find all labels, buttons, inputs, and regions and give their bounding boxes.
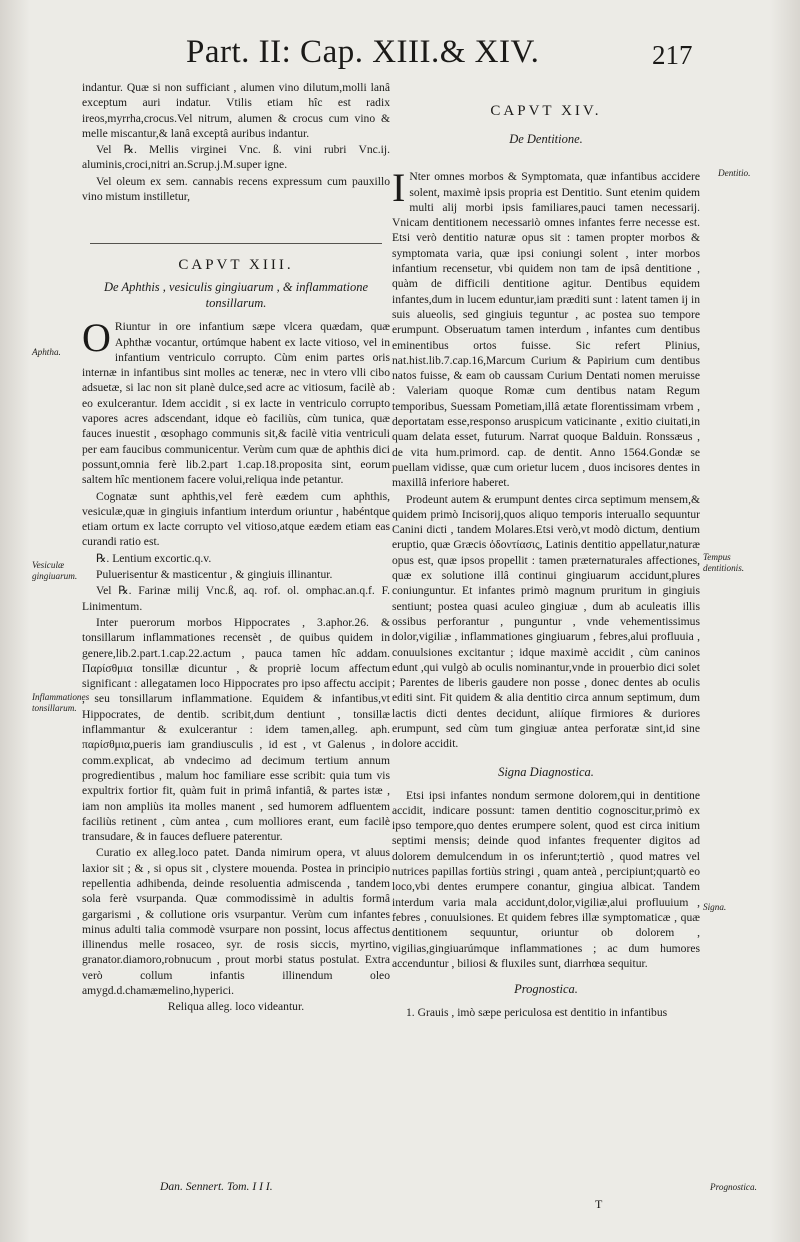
recipe-3: ℞. Lentium excortic.q.v.: [96, 551, 212, 565]
margin-note-aphtha: Aphtha.: [32, 347, 61, 357]
paragraph-signa: Etsi ipsi infantes nondum sermone dolorem,qui in dentitione accidit, indicare possunt: tamen dentitio cognoscitur,primò ex ipso tempore,quo dentes erumpere solent, quod est circa initium septimi mensis; deinde quod infantes frequenter digitos ad dolorem demulcendum in os inferunt;tertiò , quod matres vel nutrices papillas fortiùs stringi , quam anteà , percipiunt;quartò eo loco,vbi dentes erumpere conantur, gingiua albicat. Tandem interdum varia mala accidunt,dolor,vigiliæ,alui profluuium , febres , conuulsiones. Et quidem febres illæ symptomaticæ , quæ dentitionem sequuntur, oriuntur ob dolorem , vigilias,gingiuarúmque inflammationes ; ac dum humores accenduntur , biliosi & fluxiles sunt, diarrhœa sequitur.: [392, 788, 700, 970]
drop-cap-i: I: [392, 165, 406, 211]
paragraph-prognostica: 1. Grauis , imò sæpe periculosa est dentitio in infantibus: [406, 1006, 668, 1020]
reliqua-note: Reliqua alleg. loco videantur.: [167, 1000, 305, 1014]
recipe-4: Puluerisentur & masticentur , & gingiuis illinantur.: [96, 568, 333, 582]
left-column-main: [82, 258, 390, 1016]
section-divider: [90, 243, 382, 244]
signa-heading: Signa Diagnostica.: [498, 764, 594, 779]
paragraph-tonsillae: Inter puerorum morbos Hippocrates , 3.aphor.26. & tonsillarum inflammationes recensèt , de quibus quidem in genere,lib.2.part.1.cap.22.actum , pauca tamen hîc addam. Παρίσθμια tonsillæ dicuntur , & propriè locum affectum significant : allegatamen loco Hippocrates pro ipso affectu accipit , seu tonsillarum inflammatione. Equidem & infantibus,vt Hippocrates, de dentib. scribit,dum dentiunt , tonsillæ inflammantur & exulcerantur : idem tamen,alleg. aph. παρίσθμια,pueris iam grandiusculis , id est , vt Galenus , in comm.explicat, ab vndecimo ad decimum tertium annum progredientibus , malum hoc familiare esse scribit: quia tum vis expultrix fortior fit, quàm fuit in primâ infantiâ, & partes istæ , iam non ampliùs ita molles manent , sed humorem adfluentem faciliùs retinent , cùm antea , cum molliores erant, eum facilè transudare, & in fauces defluere paterentur.: [82, 615, 390, 844]
top-paragraph: indantur. Quæ si non sufficiant , alumen vino dilutum,molli lanâ exceptum auri indatur. Vtilis etiam hîc est radix ireos,myrrha,crocus.Vel nitrum, alumen & crocus cum vino & melle miscantur,& lanâ exceptâ auribus indantur.: [82, 81, 390, 140]
recipe-1: Vel ℞. Mellis virginei Vnc. ß. vini rubri Vnc.ij. aluminis,croci,nitri an.Scrup.j.M.super igne.: [82, 143, 390, 172]
paragraph-aphthae: O Riuntur in ore infantium sæpe vlcera quædam, quæ Aphthæ vocantur, ortúmque habent ex lacte vitioso, vel in infantium ventriculo corrupto. Cùm enim partes oris internæ in infantibus sint molles ac teneræ, nec in vtero vlli cibo adsuetæ, si lac non sit planè dulce,sed acre ac vitiosum, facilè ab eo exulcerantur. Idem accidit , si ex lacte in ventriculo corrupto vapores acres adscendant, idque eò faciliùs, cùm tunica, quæ fauces inuestit , œsophago communis sit,& facilè vitia ventriculi per eam faucibus communicentur. Verùm cum quæ de aphthis dici possunt,omnia ferè lib.2.part 1.cap.18.proposita sint, eorum saltem hîc mentionem facere volui,reliqua inde petantur.: [82, 315, 390, 487]
paragraph-vesiculae: Cognatæ sunt aphthis,vel ferè eædem cum aphthis, vesiculæ,quæ in gingiuis infantium interdum oriuntur , habéntque etiam ortum ex lacte corrupto vel vitioso,atque eædem etiam eas curandi ratio est.: [82, 489, 390, 549]
signature-mark: T: [595, 1197, 603, 1211]
chapter-heading-xiii: CAPVT XIII.: [178, 257, 294, 273]
chapter-subtitle-xiii: De Aphthis , vesiculis gingiuarum , & inflammatione tonsillarum.: [104, 280, 368, 311]
running-header: Part. II: Cap. XIII.& XIV.: [186, 34, 540, 70]
chapter-heading-xiv: CAPVT XIV.: [490, 103, 602, 119]
signature-footer: Dan. Sennert. Tom. I I I.: [160, 1180, 273, 1193]
recipe-2: Vel oleum ex sem. cannabis recens expressum cum pauxillo vino mistum instilletur,: [82, 174, 390, 204]
left-column-top: [82, 80, 390, 205]
margin-note-inflammationes: Inflammationes tonsillarum.: [32, 692, 90, 713]
margin-note-signa: Signa.: [703, 902, 727, 912]
margin-note-dentitio: Dentitio.: [718, 168, 751, 178]
paragraph-eruptio: Prodeunt autem & erumpunt dentes circa septimum mensem,& quidem primò Incisorij,quos aliquo temporis interuallo sequuntur Canini dicti , tandem Molares.Etsi verò,vt modò dictum, dentium eruptio, quæ Græcis ὀδοντίασις, Latinis dentitio appellatur,naturæ opus est, quæ ipsos propellit : tamen præternaturales affectiones, quæ ex solutione illâ continui gingiuarum accidunt,plures coniunguntur. Et infantes primò magnum pruritum in gingiuis sentiunt; postea quasi aculeo gingiuæ , dum ab aculeatis illis ossibus perforantur , punguntur , vnde vehementissimus dolor,vigiliæ , inflammationes gingiuarum , febres,alui profluuia , conuulsiones excitantur ; idque maximè accidit , cùm caninos edunt ,qui vulgò ab oculis nominantur,vnde in prouerbio dici solet ; Parentes de liberis gaudere non posse , donec dentes ab oculis editi sint. Fit quidem & alia dentitio circa annum septimum, dum lactis dicti dentes decidunt, aliíque firmiores & duriores erumpunt, sed cùm tum gingiuæ antea perforatæ sint,id sine dolore accidit.: [392, 492, 700, 751]
prognostica-heading: Prognostica.: [514, 982, 578, 997]
margin-note-vesiculae: Vesiculæ gingiuarum.: [32, 560, 78, 581]
margin-note-prognostica: Prognostica.: [710, 1182, 757, 1192]
margin-note-tempus: Tempus dentitionis.: [703, 552, 745, 573]
paragraph-curatio: Curatio ex alleg.loco patet. Danda nimirum opera, vt aluus laxior sit ; & , si opus sit , clystere mouenda. Postea in principio repellentia adhibenda, deinde resoluentia admiscenda , tandem sola ferè vsurpanda. Quæ commodissimè in adultis formâ gargarismi , & collutione oris vsurpantur. Verùm cum infantes minus adulti talia commodè vsurpare non possint, locus affectus illinendus melle rosaceo, syr. de rosis siccis, myrtino, granator.diamoro,robnucum , prout morbi status postulat. Extra verò collum infantis illinendum oleo amygd.d.chamæmelino,hyperici.: [82, 846, 390, 998]
page-number: 217: [652, 40, 693, 70]
paragraph-dentitio: I Nter omnes morbos & Symptomata, quæ infantibus accidere solent, maximè ipsis propria est Dentitio. Sunt etenim quidem multi alij morbi ipsis familiares,pauci tamen necessarij. Vnicam dentitionem necessariò omnes infantes ferre necesse est. Etsi verò dentitio naturæ opus sit : tamen propter morbos & symptomata varia, quæ ipsi coniungi solent , inter morbos infantium recensetur, vbi quidem non tam de ipsâ dentitione , quàm de difficili dentitione agitur. Dentibus equidem infantes,dum in lucem eduntur,iam præditi sunt : latent tamen ij in suis alueolis, sed gingiuis teguntur , ac postea suo tempore erumpunt. Obseruatum tamen interdum , infantes cum dentibus eminentibus ortos fuisse. Sic refert Plinius, nat.hist.lib.7.cap.16,Marcum Curium & Papirium cum dentibus natos fuisse, & eam ob caussam Curium Dentati nomen meruisse : Valeriam quoque Romæ cum dentibus natam Regum temporibus, Suessam Pometiam,illâ ætate florentissimam vrbem , deportatam esse,responso aruspicum vaticinante , exitio ciuitati,in quam delata esset, futurum. Narrat quoque Balduin. Ronssæus , de vita hum.primord. cap. de dentit. Anno 1564.Gondæ se puellam vidisse, quæ cum orietur lucem , duos incisores dentes in maxillâ inferiore haberet.: [392, 165, 700, 490]
recipe-5: Vel ℞. Farinæ milij Vnc.ß, aq. rof. ol. omphac.an.q.f. F. Linimentum.: [82, 584, 390, 613]
chapter-subtitle-xiv: De Dentitione.: [509, 132, 583, 147]
drop-cap-o: O: [82, 315, 111, 361]
right-column: [392, 104, 700, 1021]
